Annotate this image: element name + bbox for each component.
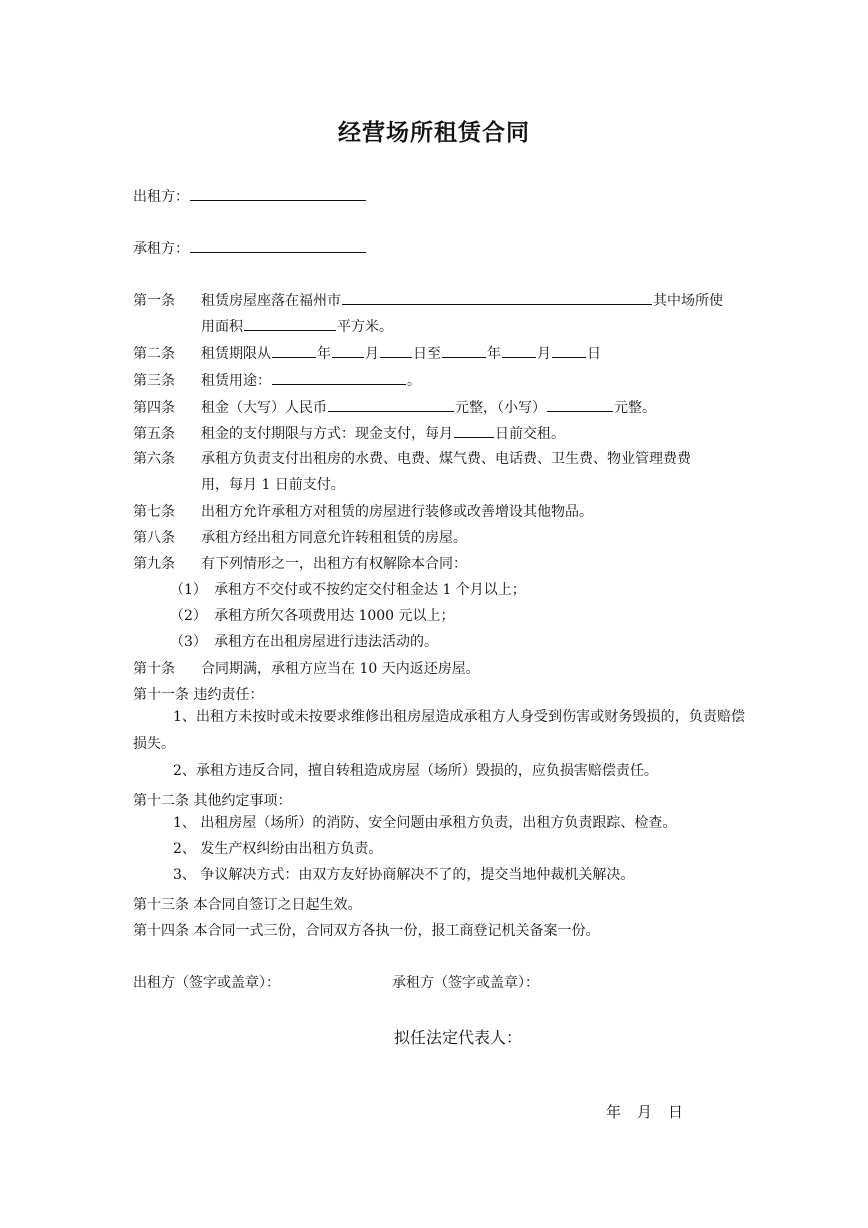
article-5 (133, 423, 745, 443)
list-text: 承租方在出租房屋进行违法活动的。 (214, 634, 438, 650)
article-6-cont: 用，每月 1 日前支付。 (201, 477, 345, 493)
list-item (170, 605, 455, 625)
article-text: 合同期满，承租方应当在 10 天内返还房屋。 (201, 661, 480, 677)
article-12 (133, 790, 745, 810)
date-day: 日 (668, 1103, 684, 1121)
article-12-para-1: 1、 出租房屋（场所）的消防、安全问题由承租方负责，出租方负责跟踪、检查。 (173, 815, 677, 831)
article-label: 第六条 (133, 451, 175, 467)
article-text: 违约责任： (193, 687, 264, 703)
lessor-blank (190, 186, 366, 201)
article-12-para-3: 3、 争议解决方式：由双方友好协商解决不了的，提交当地仲裁机关解决。 (173, 867, 635, 883)
article-11 (133, 684, 745, 704)
list-number: （3） (170, 634, 207, 650)
list-text: 承租方不交付或不按约定交付租金达 1 个月以上； (214, 582, 526, 598)
list-item (170, 631, 438, 651)
article-text: 出租方允许承租方对租赁的房屋进行装修或改善增设其他物品。 (201, 504, 593, 520)
article-11-para-2: 2、承租方违反合同，擅自转租造成房屋（场所）毁损的，应负损害赔偿责任。 (173, 763, 658, 779)
year-blank (442, 343, 486, 358)
article-10 (133, 658, 745, 678)
purpose-blank (272, 370, 406, 385)
article-1 (133, 290, 745, 310)
article-label: 第十一条 (133, 687, 189, 703)
article-8 (133, 527, 745, 547)
article-label: 第十条 (133, 661, 175, 677)
article-label: 第一条 (133, 293, 175, 309)
article-text: 本合同自签订之日起生效。 (193, 897, 362, 913)
article-label: 第八条 (133, 530, 175, 546)
month-text: 月 (365, 346, 379, 362)
article-12-para-2: 2、 发生产权纠纷由出租方负责。 (173, 841, 383, 857)
article-text: 日前交租。 (495, 426, 565, 442)
lessee-line (133, 238, 367, 258)
list-number: （2） (170, 608, 207, 624)
article-text: 租赁期限从 (201, 346, 271, 362)
article-7 (133, 501, 745, 521)
article-text: 租赁房屋座落在福州市 (201, 293, 341, 309)
lessor-label: 出租方： (133, 189, 189, 205)
payday-blank (454, 423, 494, 438)
lessee-signature: 承租方（签字或盖章）： (392, 975, 539, 991)
rent-lower-blank (547, 397, 613, 412)
article-label: 第五条 (133, 426, 175, 442)
article-text: 平方米。 (337, 319, 393, 335)
year-text: 年 (317, 346, 331, 362)
list-text: 承租方所欠各项费用达 1000 元以上； (214, 608, 455, 624)
list-number: （1） (170, 582, 207, 598)
article-text: 有下列情形之一，出租方有权解除本合同： (201, 556, 467, 572)
article-label: 第二条 (133, 346, 175, 362)
date-year: 年 (606, 1103, 622, 1121)
article-text: 承租方负责支付出租房的水费、电费、煤气费、电话费、卫生费、物业管理费费 (201, 451, 691, 467)
article-label: 第十三条 (133, 897, 189, 913)
article-14 (133, 920, 745, 940)
article-13 (133, 894, 745, 914)
month-blank (502, 343, 536, 358)
address-blank (342, 290, 652, 305)
date-month: 月 (637, 1103, 653, 1121)
article-text: 元整。 (614, 400, 656, 416)
article-1-cont (201, 316, 393, 336)
article-text: 承租方经出租方同意允许转租租赁的房屋。 (201, 530, 467, 546)
year-text: 年 (487, 346, 501, 362)
article-label: 第三条 (133, 373, 175, 389)
rent-upper-blank (328, 397, 454, 412)
day-blank (552, 343, 586, 358)
day-blank (380, 343, 412, 358)
article-text: 其他约定事项： (193, 793, 292, 809)
article-text: 元整，（小写） (455, 400, 546, 416)
article-text: 租赁用途： (201, 373, 271, 389)
article-9 (133, 553, 745, 573)
lessee-label: 承租方： (133, 241, 189, 257)
article-text: 。 (407, 373, 421, 389)
article-text: 本合同一式三份，合同双方各执一份，报工商登记机关备案一份。 (193, 923, 600, 939)
area-blank (244, 316, 336, 331)
month-text: 月 (537, 346, 551, 362)
day-text: 日 (587, 346, 601, 362)
article-2 (133, 343, 745, 363)
article-3 (133, 370, 745, 390)
article-label: 第九条 (133, 556, 175, 572)
signature-date (606, 1101, 699, 1122)
article-label: 第四条 (133, 400, 175, 416)
lessor-signature: 出租方（签字或盖章）： (133, 975, 280, 991)
legal-representative: 拟任法定代表人： (394, 1028, 523, 1047)
article-4 (133, 397, 745, 417)
page-title: 经营场所租赁合同 (338, 119, 530, 146)
article-text: 租金（大写）人民币 (201, 400, 327, 416)
year-blank (272, 343, 316, 358)
lessor-line (133, 186, 367, 206)
article-11-para-1: 1、出租方未按时或未按要求维修出租房屋造成承租方人身受到伤害或财务毁损的，负责赔偿损失。 (133, 709, 745, 752)
article-text: 租金的支付期限与方式：现金支付，每月 (201, 426, 453, 442)
article-6 (133, 448, 745, 468)
month-blank (332, 343, 364, 358)
lessee-blank (190, 238, 366, 253)
article-label: 第十二条 (133, 793, 189, 809)
article-text: 用面积 (201, 319, 243, 335)
article-label: 第十四条 (133, 923, 189, 939)
article-text: 其中场所使 (653, 293, 723, 309)
day-text: 日至 (413, 346, 441, 362)
article-label: 第七条 (133, 504, 175, 520)
list-item (170, 579, 526, 599)
